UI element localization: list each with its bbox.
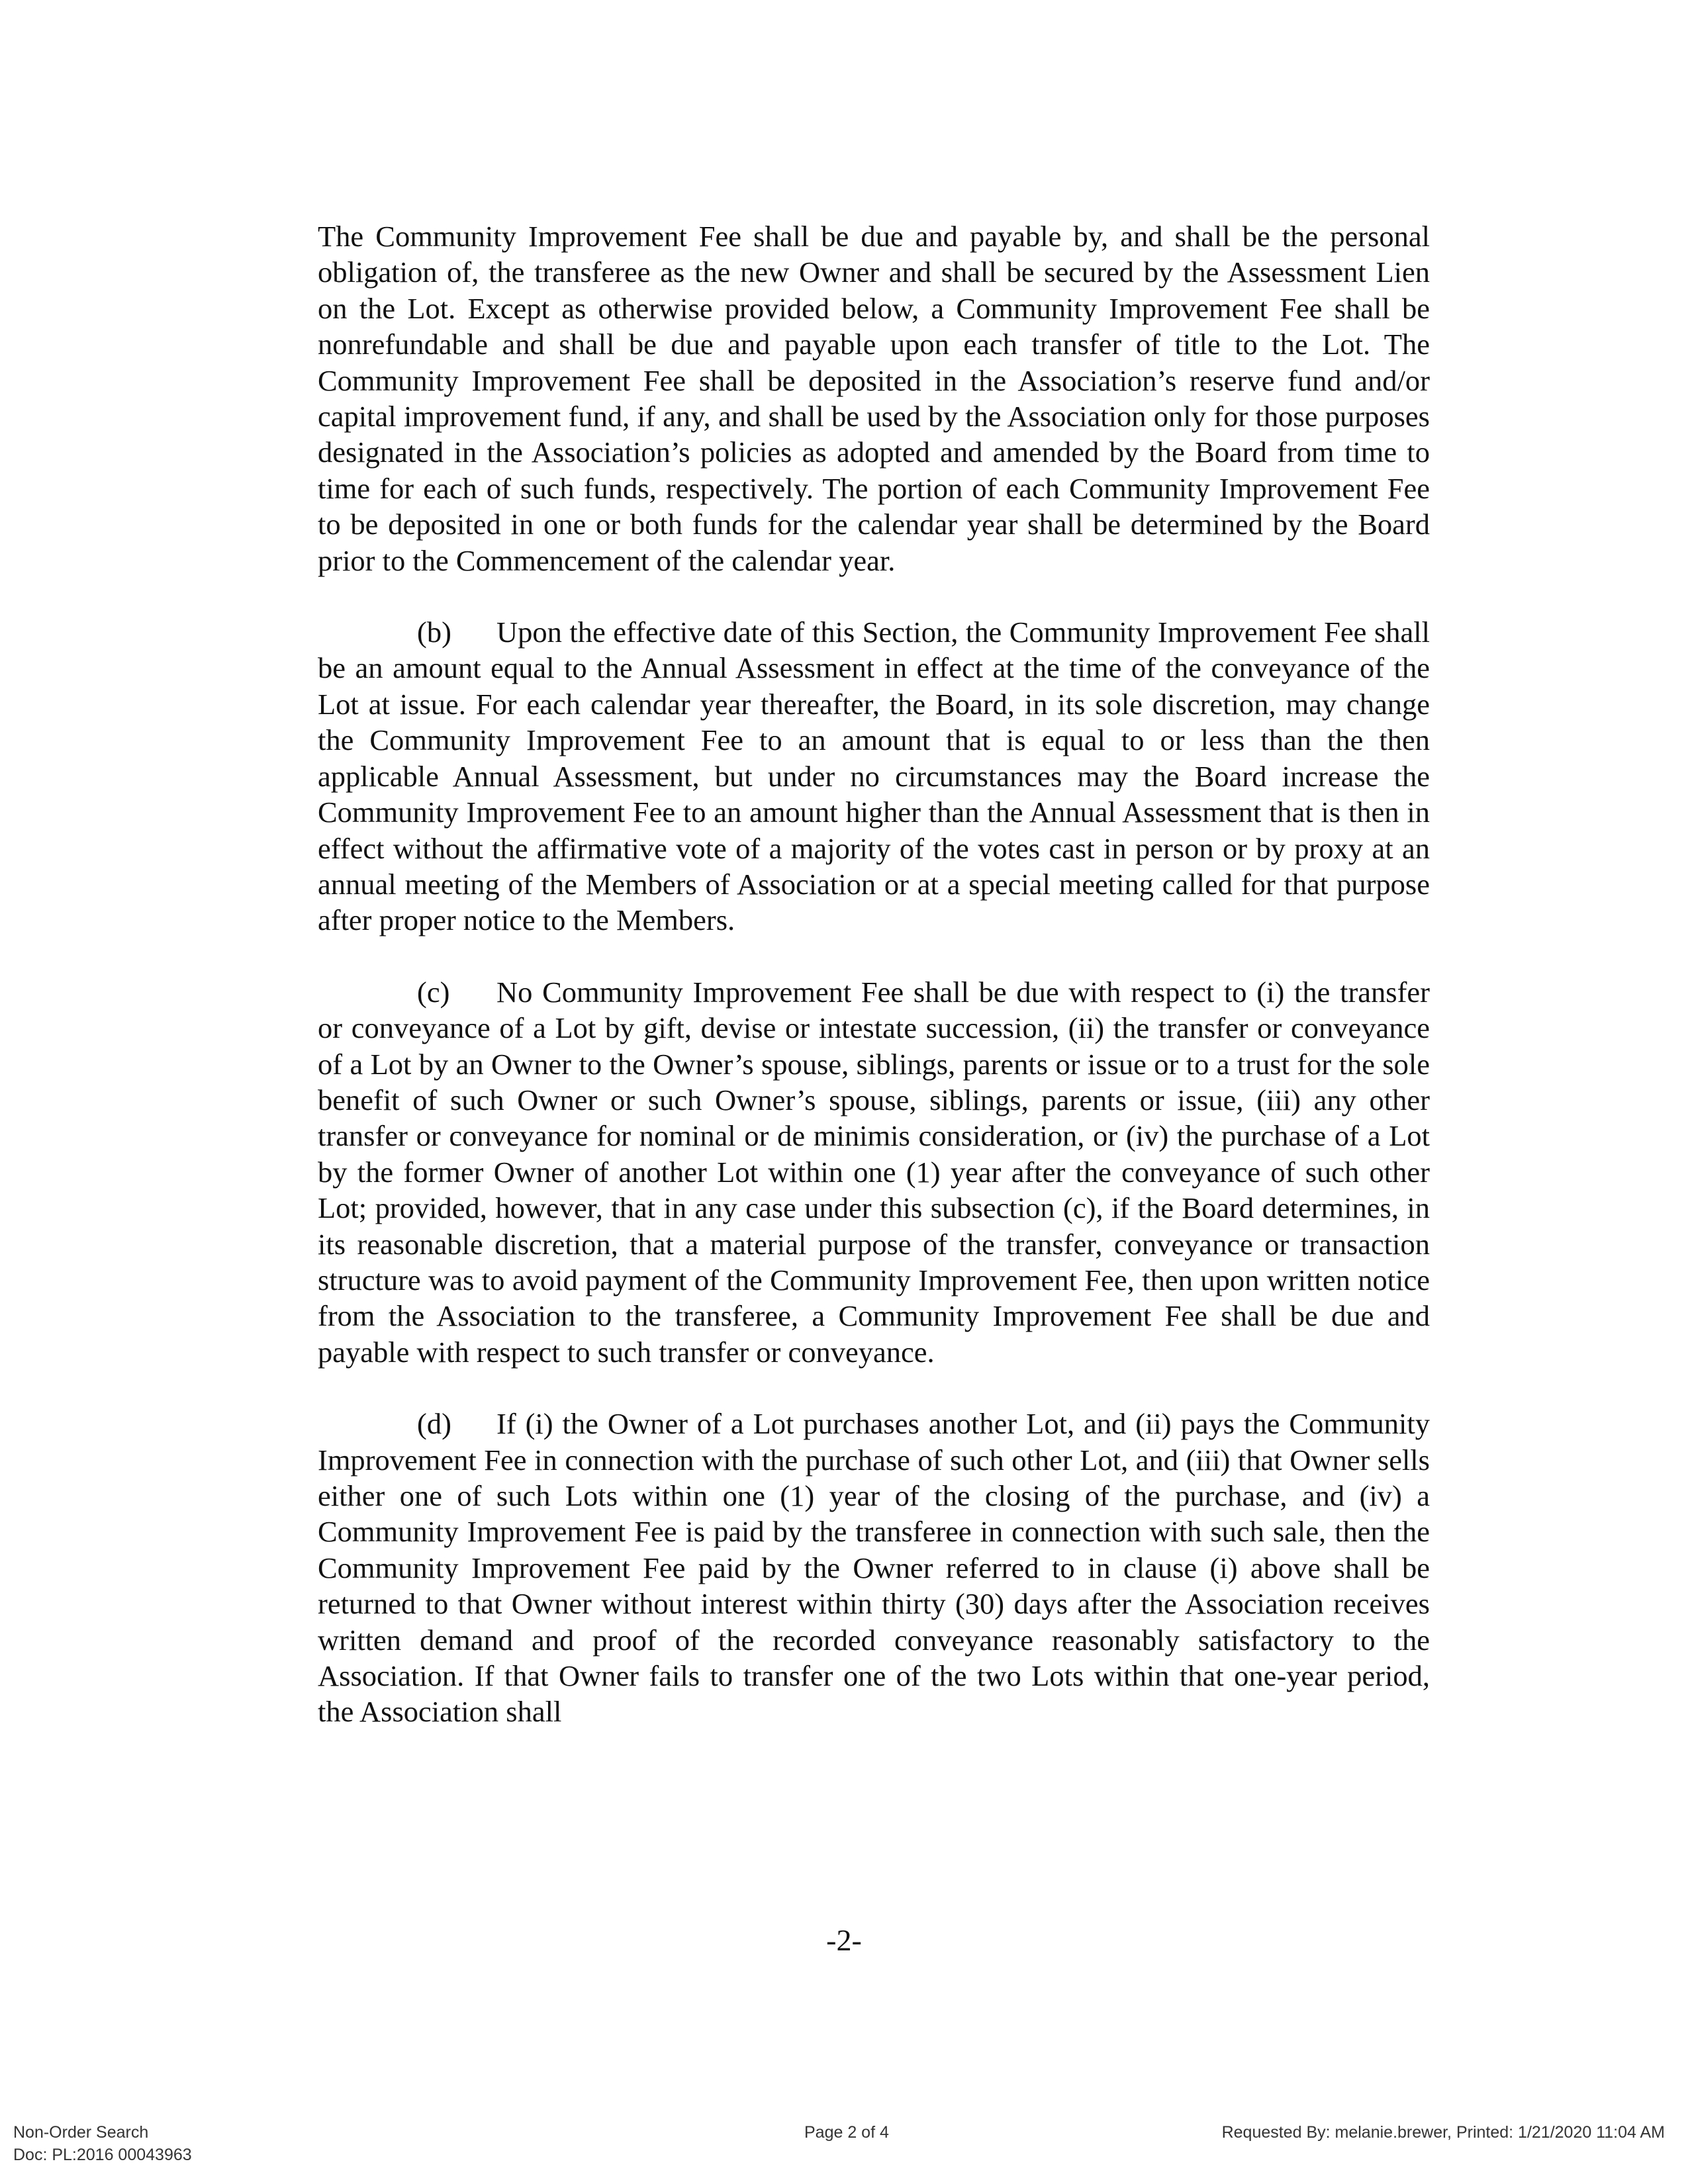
subsection-label-c: (c) xyxy=(417,975,450,1009)
paragraph-text: The Community Improvement Fee shall be due and payable by, and shall be the personal obligation of, the transferee as the new Owner and shall be secured by the Assessment Lien on the Lot. Except as otherwise provided below, a Community Improvement Fee shall be nonrefundable and shall be due and payable upon each transfer of title to the Lot. The Community Improvement Fee shall be deposited in the Association’s reserve fund and/or capital improvement fund, if any, and shall be used by the Association only for those purposes designated in the Association’s policies as adopted and amended by the Board from time to time for each of such funds, respectively. The portion of each Community Improvement Fee to be deposited in one or both funds for the calendar year shall be determined by the Board prior to the Commencement of the calendar year. xyxy=(318,220,1430,577)
paragraph-c xyxy=(318,974,1430,1370)
footer-search-type: Non-Order Search xyxy=(13,2123,149,2142)
paragraph-text: If (i) the Owner of a Lot purchases another Lot, and (ii) pays the Community Improvement Fee in connection with the purchase of such other Lot, and (iii) that Owner sells either one of such Lots within one (1) year of the closing of the purchase, and (iv) a Community Improvement Fee is paid by the transferee in connection with such sale, then the Community Improvement Fee paid by the Owner referred to in clause (i) above shall be returned to that Owner without interest within thirty (30) days after the Association receives written demand and proof of the recorded conveyance reasonably satisfactory to the Association. If that Owner fails to transfer one of the two Lots within that one-year period, the Association shall xyxy=(318,1407,1430,1729)
footer-left xyxy=(13,2121,192,2166)
paragraph-continuation xyxy=(318,218,1430,578)
footer-requested-by: Requested By: melanie.brewer, Printed: 1/21/2020 11:04 AM xyxy=(1221,2123,1665,2142)
paragraph-d xyxy=(318,1406,1430,1730)
subsection-label-b: (b) xyxy=(417,615,451,649)
footer-doc-id: Doc: PL:2016 00043963 xyxy=(13,2146,192,2164)
paragraph-text: No Community Improvement Fee shall be due with respect to (i) the transfer or conveyance of a Lot by gift, devise or intestate succession, (ii) the transfer or conveyance of a Lot by an Owner to the Owner’s spouse, siblings, parents or issue or to a trust for the sole benefit of such Owner or such Owner’s spouse, siblings, parents or issue, (iii) any other transfer or conveyance for nominal or de minimis consideration, or (iv) the purchase of a Lot by the former Owner of another Lot within one (1) year after the conveyance of such other Lot; provided, however, that in any case under this subsection (c), if the Board determines, in its reasonable discretion, that a material purpose of the transfer, conveyance or transaction structure was to avoid payment of the Community Improvement Fee, then upon written notice from the Association to the transferee, a Community Improvement Fee shall be due and payable with respect to such transfer or conveyance. xyxy=(318,975,1430,1369)
paragraph-text: Upon the effective date of this Section, the Community Improvement Fee shall be an amount equal to the Annual Assessment in effect at the time of the conveyance of the Lot at issue. For each calendar year thereafter, the Board, in its sole discretion, may change the Community Improvement Fee to an amount that is equal to or less than the then applicable Annual Assessment, but under no circumstances may the Board increase the Community Improvement Fee to an amount higher than the Annual Assessment that is then in effect without the affirmative vote of a majority of the votes cast in person or by proxy at an annual meeting of the Members of Association or at a special meeting called for that purpose after proper notice to the Members. xyxy=(318,615,1430,937)
document-body xyxy=(318,218,1430,1766)
footer-page-count: Page 2 of 4 xyxy=(804,2123,889,2142)
subsection-label-d: (d) xyxy=(417,1407,451,1441)
paragraph-b xyxy=(318,614,1430,938)
page-number: -2- xyxy=(826,1923,862,1957)
